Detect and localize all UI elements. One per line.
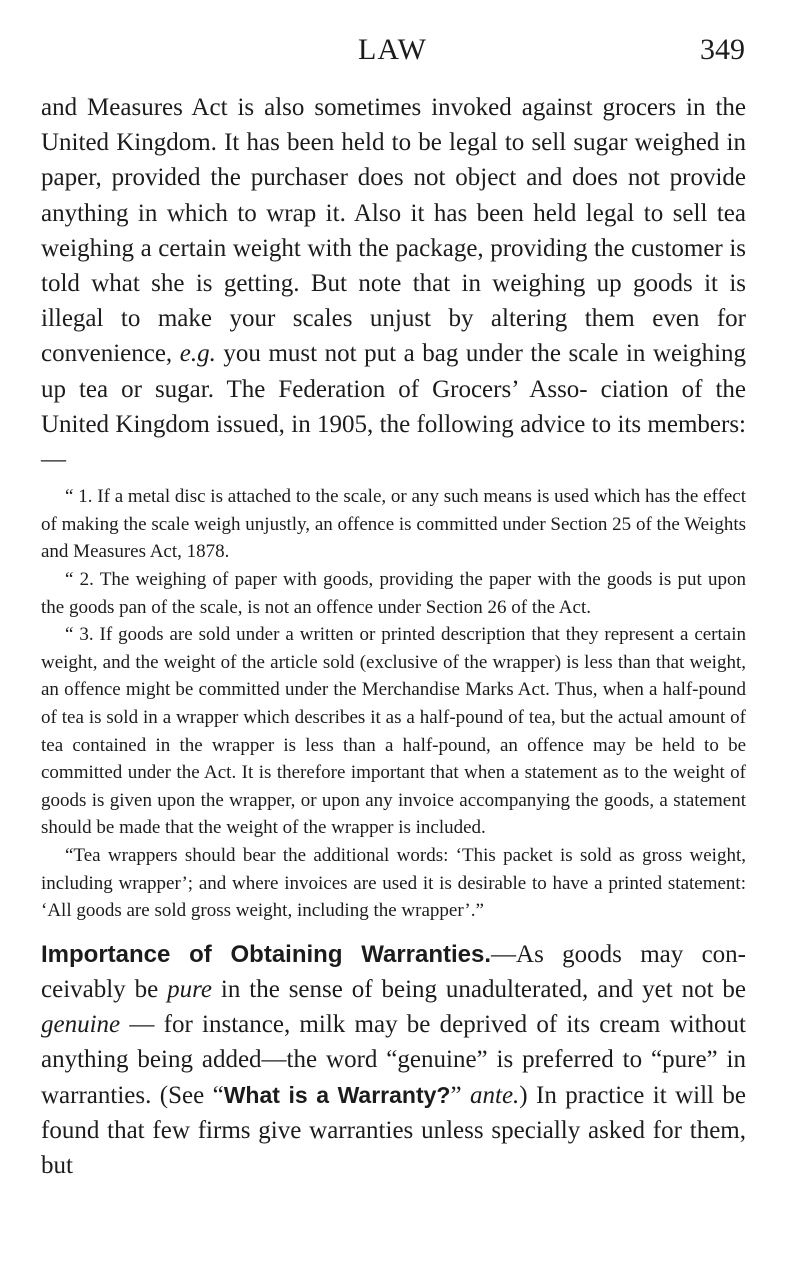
body-text — [41, 90, 746, 1183]
page-header — [40, 30, 745, 70]
advice-item-2: “ 2. The weighing of paper with goods, providing the paper with the goods is put upon the goods pan of the scale, is not an offence under Section 26 of the Act. — [41, 569, 746, 618]
paragraph-text-end: you must not put a bag under the scale in weighing up tea or sugar. The Federation of Grocers’ Asso- ciation of the United Kingdom issued, in 1905, the following advice to its members:— — [41, 340, 747, 474]
paragraph-warranties — [41, 937, 746, 1183]
advice-item-4: “Tea wrappers should bear the additional words: ‘This packet is sold as gross weight, including wrapper’; and where invoices are used it is desirable to have a printed statement: ‘All goods are sold gross weight, including the wrapper’.” — [41, 844, 746, 922]
italic-genuine: genuine — [41, 1011, 121, 1039]
paragraph-text: —As goods may con- ceivably be — [41, 940, 746, 1003]
cross-reference: What is a Warranty? — [223, 1081, 451, 1108]
advice-item-1: “ 1. If a metal disc is attached to the scale, or any such means is used which has the effect of making the scale weigh unjustly, an offence is committed under Section 25 of the Weights and Measures Act, 1878. — [41, 486, 746, 563]
eg-abbreviation: e.g. — [179, 340, 216, 368]
paragraph-text: and Measures Act is also sometimes invoked against grocers in the United Kingdom. It has been held to be legal to sell sugar weighed in paper, provided the purchaser does not object and does not provide anything in which to wrap it. Also it has been held legal to sell tea weighing a certain weight with the package, providing the customer is told what she is getting. But note that in weighing up goods it is illegal to make your scales unjust by altering them even for convenience, — [41, 94, 746, 368]
paragraph-text-end: ) In practice it will be found that few firms give warranties unless specially asked for them, but — [41, 1081, 747, 1179]
federation-advice-quote — [41, 483, 746, 925]
paragraph-text: — for instance, milk may be deprived of its cream without anything being added—the word “genuine” is preferred to “pure” in warranties. (See “ — [41, 1011, 746, 1109]
italic-ante: ante. — [470, 1081, 520, 1109]
paragraph-measures-act — [41, 90, 746, 477]
section-heading: Importance of Obtaining Warranties. — [41, 940, 492, 968]
italic-pure: pure — [167, 975, 212, 1003]
page-number: 349 — [700, 33, 745, 66]
advice-item-3: “ 3. If goods are sold under a written or printed description that they represent a certain weight, and the weight of the article sold (exclusive of the wrapper) is less than that weight, an offence might be committed under the Merchandise Marks Act. Thus, when a half-pound of tea is sold in a wrapper which describes it as a half-pound of tea, but the actual amount of tea contained in the wrapper is less than a half-pound, an offence may be held to be committed under the Act. It is therefore important that when a statement as to the weight of goods is given upon the wrapper, or upon any invoice accompanying the goods, a statement should be made that the weight of the wrapper is included. — [41, 624, 746, 839]
paragraph-text: in the sense of being unadulterated, and yet not be — [220, 975, 747, 1003]
paragraph-text: ” — [450, 1081, 462, 1109]
running-head: LAW — [358, 33, 427, 66]
